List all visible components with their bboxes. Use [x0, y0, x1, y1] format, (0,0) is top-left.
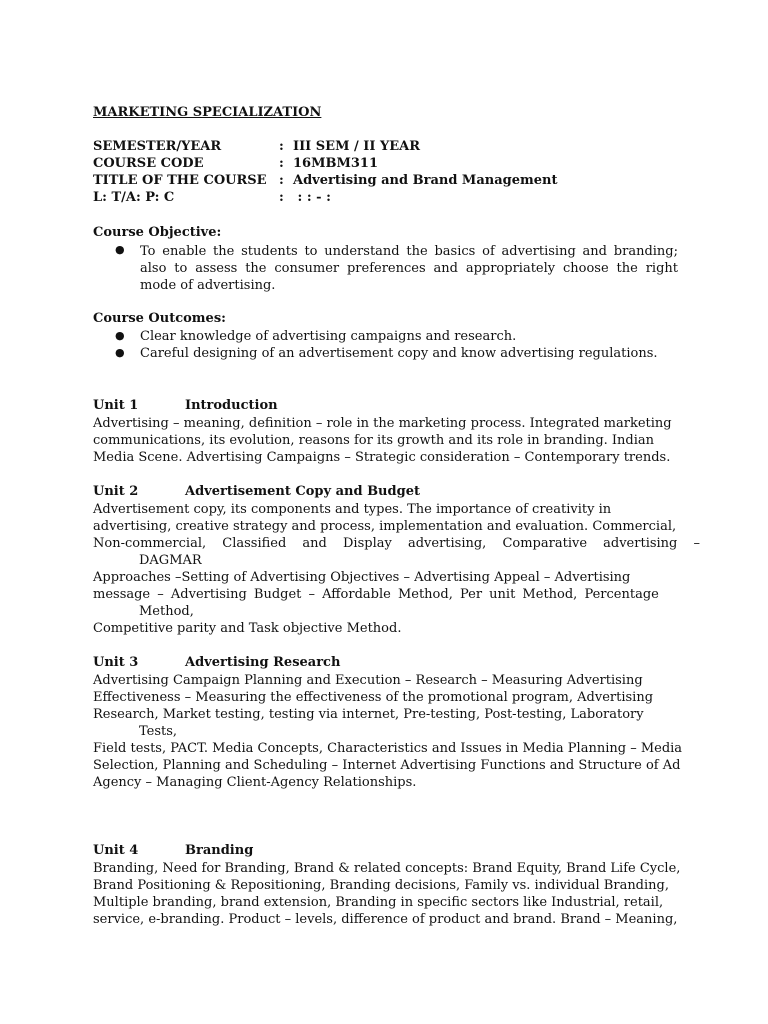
outcome-bullet-text: Clear knowledge of advertising campaigns and research.: [140, 329, 517, 344]
unit-number: Unit 4: [93, 843, 139, 858]
unit-2-line: Advertisement copy, its components and types. The importance of creativity in: [93, 502, 612, 517]
unit-3-line: Advertising Campaign Planning and Execution – Research – Measuring Advertising: [93, 673, 643, 688]
unit-number: Unit 2: [93, 484, 139, 499]
section-heading: MARKETING SPECIALIZATION: [93, 105, 322, 120]
bullet-icon: ●: [115, 329, 125, 342]
unit-4-heading: [93, 843, 253, 858]
bullet-icon: ●: [115, 243, 125, 256]
meta-value: Advertising and Brand Management: [293, 173, 558, 188]
unit-title: Advertisement Copy and Budget: [185, 484, 420, 499]
meta-label: TITLE OF THE COURSE: [93, 173, 267, 188]
unit-2-line: Approaches –Setting of Advertising Objectives – Advertising Appeal – Advertising: [93, 570, 631, 585]
meta-label: L: T/A: P: C: [93, 190, 175, 205]
meta-value: : : - :: [293, 190, 331, 205]
unit-3-line: Effectiveness – Measuring the effectiveness of the promotional program, Advertising: [93, 690, 654, 705]
meta-colon: :: [279, 156, 284, 171]
outcome-bullet-text: Careful designing of an advertisement copy and know advertising regulations.: [140, 346, 658, 361]
unit-1-line: Advertising – meaning, definition – role in the marketing process. Integrated marketing: [93, 416, 672, 431]
course-objective-title: Course Objective:: [93, 225, 222, 240]
bullet-icon: ●: [115, 346, 125, 359]
unit-1-line: communications, its evolution, reasons for its growth and its role in branding. Indian: [93, 433, 655, 448]
unit-3-heading: [93, 655, 340, 670]
unit-title: Introduction: [185, 398, 278, 413]
unit-number: Unit 1: [93, 398, 139, 413]
unit-3-line: Tests,: [139, 724, 178, 739]
course-outcomes-title: Course Outcomes:: [93, 311, 226, 326]
unit-1-line: Media Scene. Advertising Campaigns – Strategic consideration – Contemporary trends.: [93, 450, 671, 465]
unit-title: Branding: [185, 843, 254, 858]
meta-label: COURSE CODE: [93, 156, 204, 171]
meta-colon: :: [279, 139, 284, 154]
meta-label: SEMESTER/YEAR: [93, 139, 222, 154]
unit-2-line: advertising, creative strategy and process, implementation and evaluation. Commercial,: [93, 519, 677, 534]
unit-4-line: Brand Positioning & Repositioning, Branding decisions, Family vs. individual Branding,: [93, 878, 669, 893]
meta-ltpc: [93, 190, 331, 205]
unit-number: Unit 3: [93, 655, 139, 670]
unit-2-line: Non-commercial, Classified and Display advertising, Comparative advertising –: [93, 536, 701, 551]
unit-4-line: Multiple branding, brand extension, Branding in specific sectors like Industrial, retail,: [93, 895, 664, 910]
unit-3-line: Selection, Planning and Scheduling – Internet Advertising Functions and Structure of Ad: [93, 758, 681, 773]
meta-course-code: [93, 156, 378, 171]
unit-2-line: Competitive parity and Task objective Method.: [93, 621, 402, 636]
unit-2-line: message – Advertising Budget – Affordable Method, Per unit Method, Percentage: [93, 587, 659, 602]
meta-colon: :: [279, 173, 284, 188]
meta-semester-year: [93, 139, 420, 154]
unit-4-line: Branding, Need for Branding, Brand & related concepts: Brand Equity, Brand Life Cycle,: [93, 861, 681, 876]
meta-value: 16MBM311: [293, 156, 378, 171]
unit-3-line: Research, Market testing, testing via internet, Pre-testing, Post-testing, Laboratory: [93, 707, 644, 722]
meta-course-title: [93, 173, 557, 188]
unit-2-line: Method,: [139, 604, 194, 619]
meta-colon: :: [279, 190, 284, 205]
meta-value: III SEM / II YEAR: [293, 139, 421, 154]
unit-4-line: service, e-branding. Product – levels, difference of product and brand. Brand – Meaning,: [93, 912, 678, 927]
unit-3-line: Field tests, PACT. Media Concepts, Characteristics and Issues in Media Planning – Media: [93, 741, 683, 756]
unit-title: Advertising Research: [185, 655, 341, 670]
unit-2-heading: [93, 484, 420, 499]
unit-1-heading: [93, 398, 278, 413]
unit-2-line: DAGMAR: [139, 553, 202, 568]
objective-bullet-text: To enable the students to understand the basics of advertising and branding; also to assess the consumer preferences and appropriately choose the right mode of advertising.: [140, 244, 678, 293]
unit-3-line: Agency – Managing Client-Agency Relationships.: [93, 775, 417, 790]
